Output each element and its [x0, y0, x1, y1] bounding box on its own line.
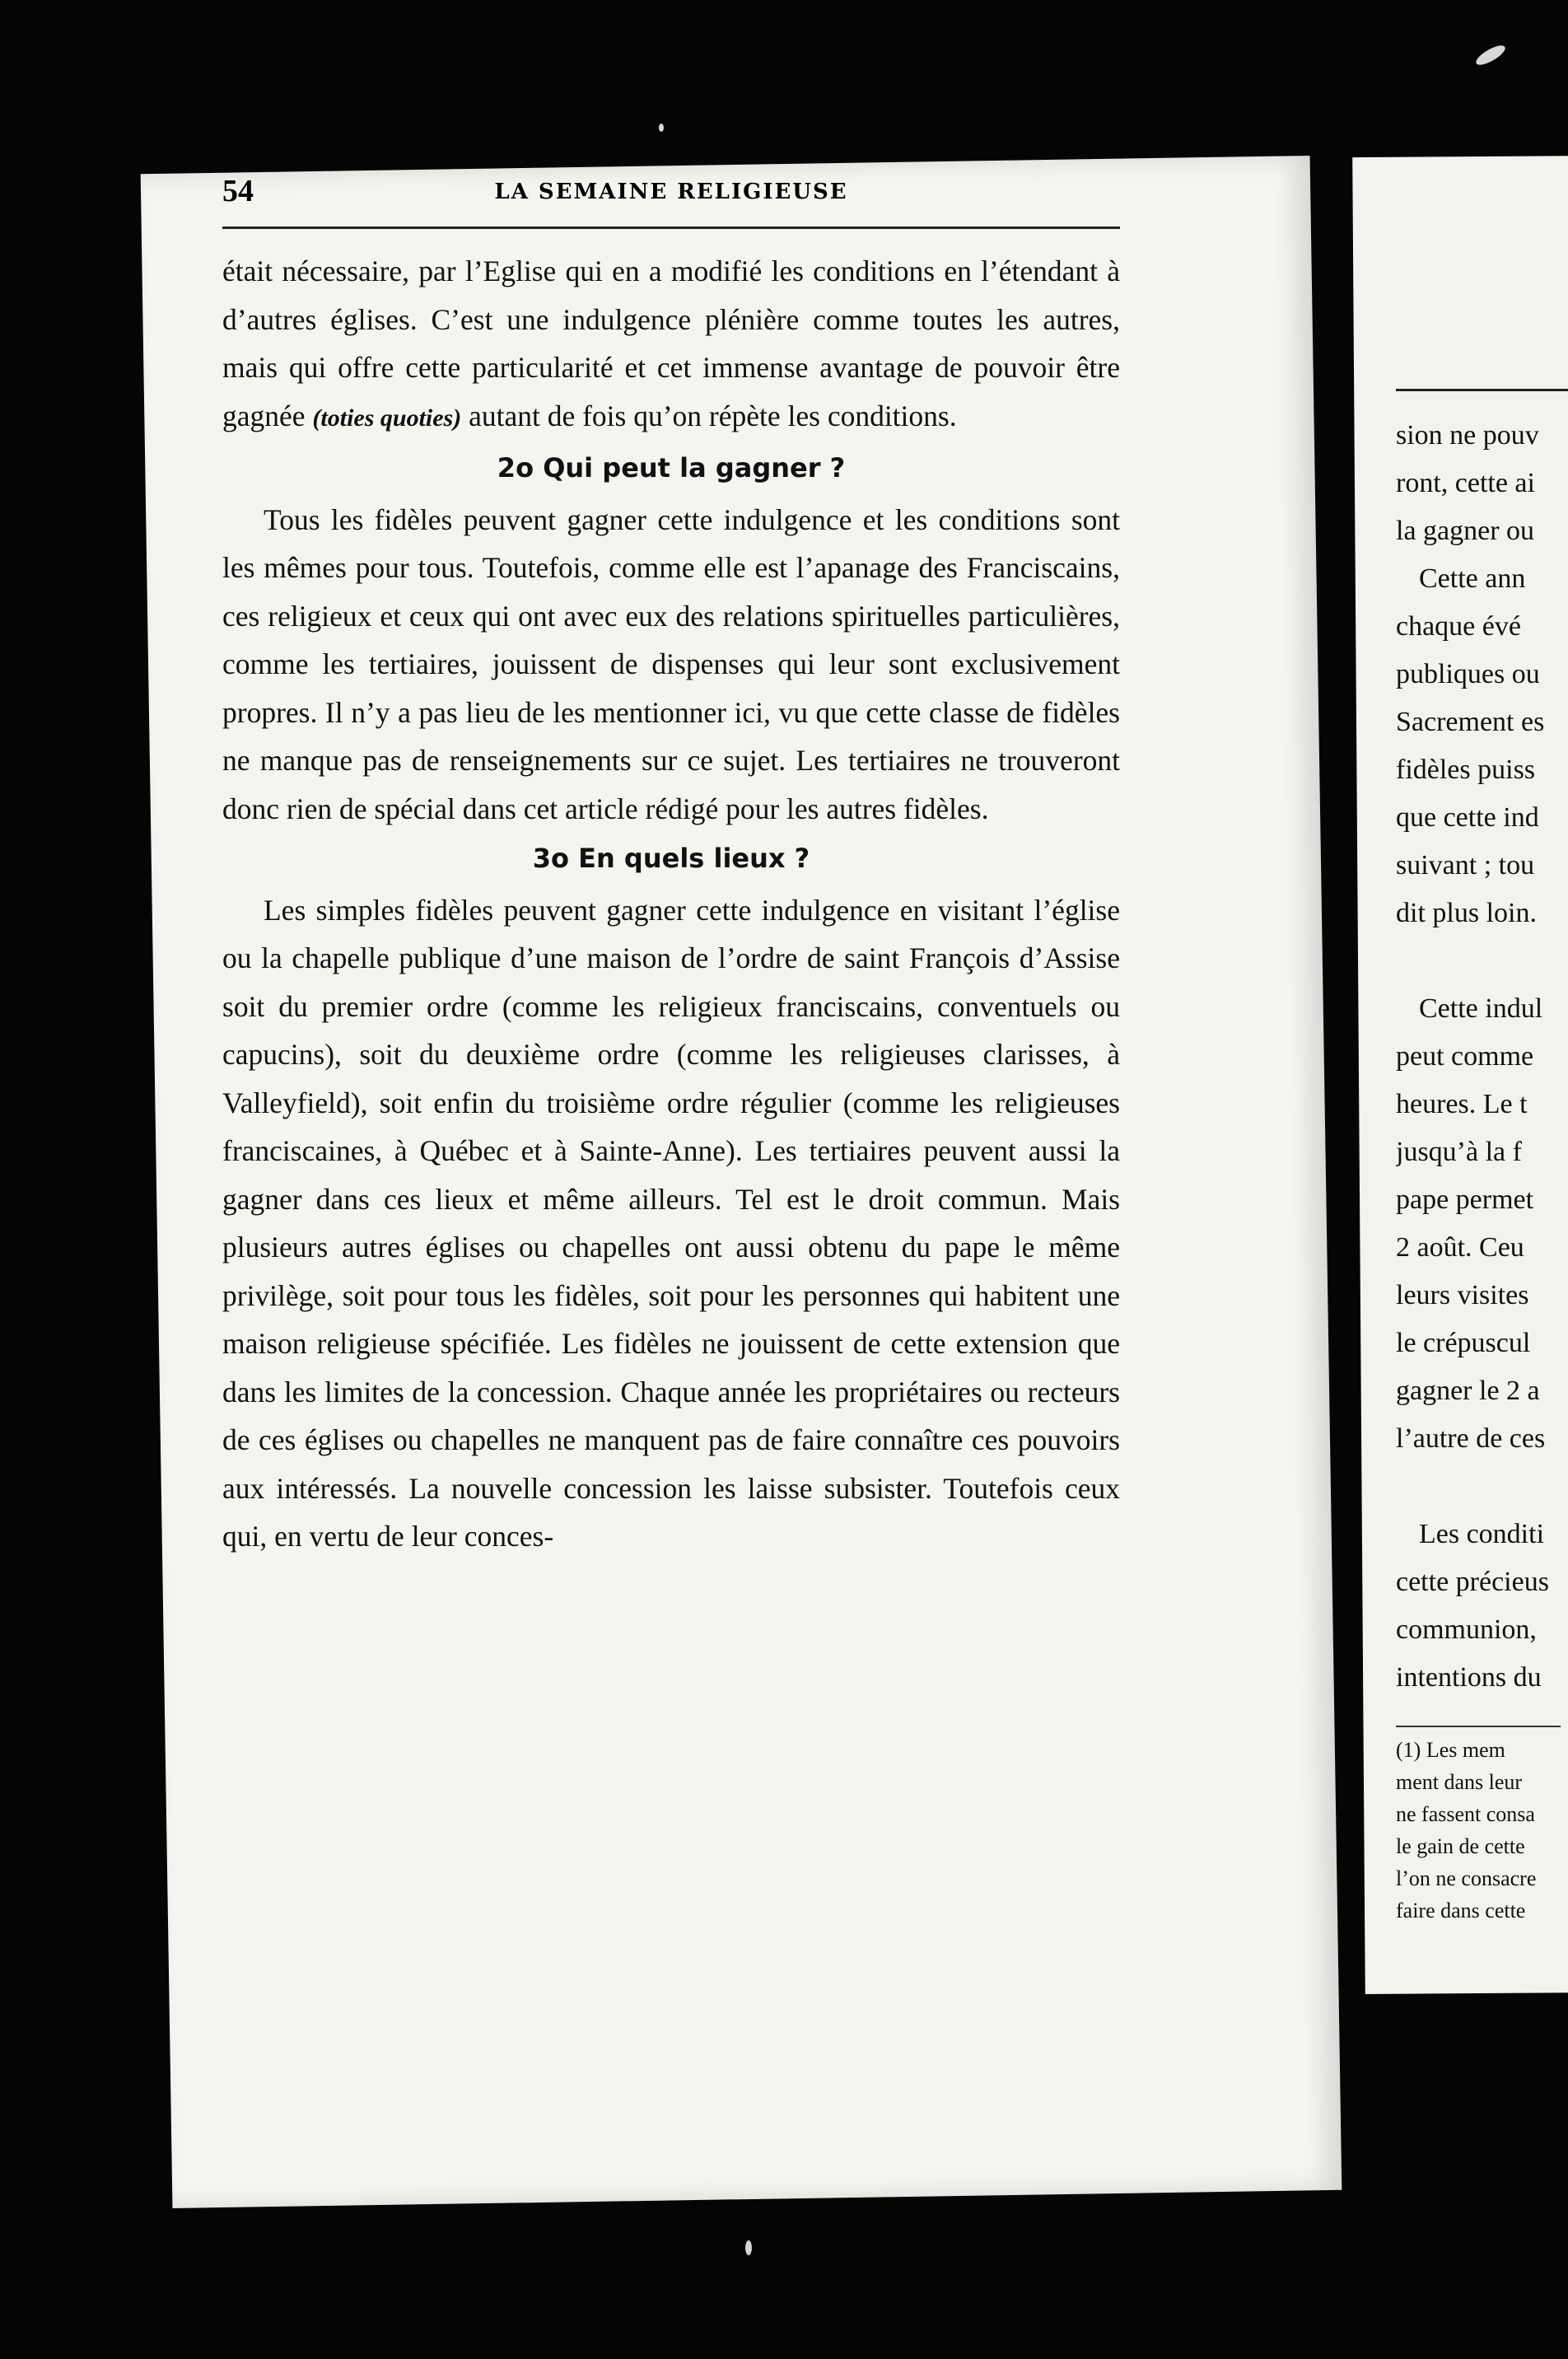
paragraph-3: Les simples fidèles peuvent gagner cette indulgence en visitant l’église ou la chapelle publique d’une maison de l’ordre de saint François d’Assise soit du premier ordre (comme les religieux franciscains, conventuels ou capucins), soit du deuxième ordre (comme les religieuses clarisses, à Valleyfield), soit enfin du troisième ordre régulier (comme les religieuses franciscaines, à Québec et à Sainte-Anne). Les tertiaires peuvent aussi la gagner dans ces lieux et même ailleurs. Tel est le droit commun. Mais plusieurs autres églises ou chapelles ont aussi obtenu du pape le même privilège, soit pour tous les fidèles, soit pour les personnes qui habitent une maison religieuse spécifiée. Les fidèles ne jouissent de cette extension que dans les limites de la concession. Chaque année les propriétaires ou recteurs de ces églises ou chapelles ne manquent pas de faire connaître ces pouvoirs aux intéressés. La nouvelle concession les laisse subsister. Toutefois ceux qui, en vertu de leur conces- — [222, 893, 1120, 1553]
right-line: intentions du — [1396, 1662, 1542, 1693]
right-line: fidèles puiss — [1396, 754, 1536, 785]
right-gap — [1396, 1463, 1568, 1511]
running-title: LA SEMAINE RELIGIEUSE — [494, 180, 848, 204]
right-footnotes — [1396, 1726, 1568, 1927]
right-line: leurs visites — [1396, 1280, 1529, 1310]
right-line: chaque évé — [1396, 611, 1521, 642]
footnote-line: le gain de cette — [1396, 1834, 1525, 1858]
right-page-text — [1396, 412, 1568, 1702]
right-line: que cette ind — [1396, 802, 1539, 833]
paragraph-1: était nécessaire, par l’Eglise qui en a modifié les conditions en l’étendant à d’autres églises. C’est une indulgence plénière comme toutes les autres, mais qui offre cette particularité et cet immense avantage de pouvoir être gagnée (toties quoties) autant de fois qu’on répète les conditions. — [222, 255, 1120, 432]
right-line: Cette indul — [1419, 993, 1543, 1024]
main-text — [222, 247, 1120, 1561]
right-gap — [1396, 937, 1568, 985]
right-line: dit plus loin. — [1396, 898, 1537, 928]
right-line: Sacrement es — [1396, 707, 1545, 737]
italic-phrase: (toties quoties) — [312, 404, 462, 432]
right-line: jusqu’à la f — [1396, 1137, 1522, 1167]
right-line: suivant ; tou — [1396, 850, 1535, 881]
right-line: 2 août. Ceu — [1396, 1232, 1524, 1263]
right-line: heures. Le t — [1396, 1089, 1528, 1119]
right-line: pape permet — [1396, 1184, 1534, 1215]
footnote-line: ne fassent consa — [1396, 1802, 1535, 1826]
footnote-rule — [1396, 1726, 1561, 1727]
right-line: ront, cette ai — [1396, 468, 1535, 498]
footnote-line: (1) Les mem — [1396, 1738, 1505, 1762]
footnote-line: faire dans cette — [1396, 1899, 1526, 1922]
right-line: Les conditi — [1419, 1519, 1545, 1549]
right-line: le crépuscul — [1396, 1328, 1531, 1358]
right-line: communion, — [1396, 1614, 1537, 1645]
right-line: cette précieus — [1396, 1567, 1549, 1597]
right-line: l’autre de ces — [1396, 1423, 1546, 1454]
right-line: la gagner ou — [1396, 516, 1535, 546]
footnote-line: ment dans leur — [1396, 1770, 1523, 1794]
page-number: 54 — [222, 174, 254, 208]
section-heading-3: 3o En quels lieux ? — [532, 843, 810, 874]
header-rule — [222, 227, 1120, 229]
scan-speck — [659, 124, 664, 132]
scan-speck — [1473, 42, 1508, 68]
footnote-line: l’on ne consacre — [1396, 1866, 1537, 1890]
right-line: peut comme — [1396, 1041, 1534, 1072]
right-line: Cette ann — [1419, 563, 1526, 594]
scan-speck — [745, 2240, 752, 2255]
right-line: publiques ou — [1396, 659, 1540, 689]
right-line: gagner le 2 a — [1396, 1376, 1540, 1406]
page-header — [222, 173, 1120, 222]
right-line: sion ne pouv — [1396, 420, 1539, 451]
paragraph-2: Tous les fidèles peuvent gagner cette indulgence et les conditions sont les mêmes pour tous. Toutefois, comme elle est l’apanage des Franciscains, ces religieux et ceux qui ont avec eux des relations spirituelles particulières, comme les tertiaires, jouissent de dispenses qui leur sont exclusivement propres. Il n’y a pas lieu de les mentionner ici, vu que cette classe de fidèles ne manque pas de renseignements sur ce sujet. Les tertiaires ne trouveront donc rien de spécial dans cet article rédigé pour les autres fidèles. — [222, 502, 1120, 825]
section-heading-2: 2o Qui peut la gagner ? — [497, 452, 846, 483]
right-header-rule — [1396, 389, 1568, 391]
